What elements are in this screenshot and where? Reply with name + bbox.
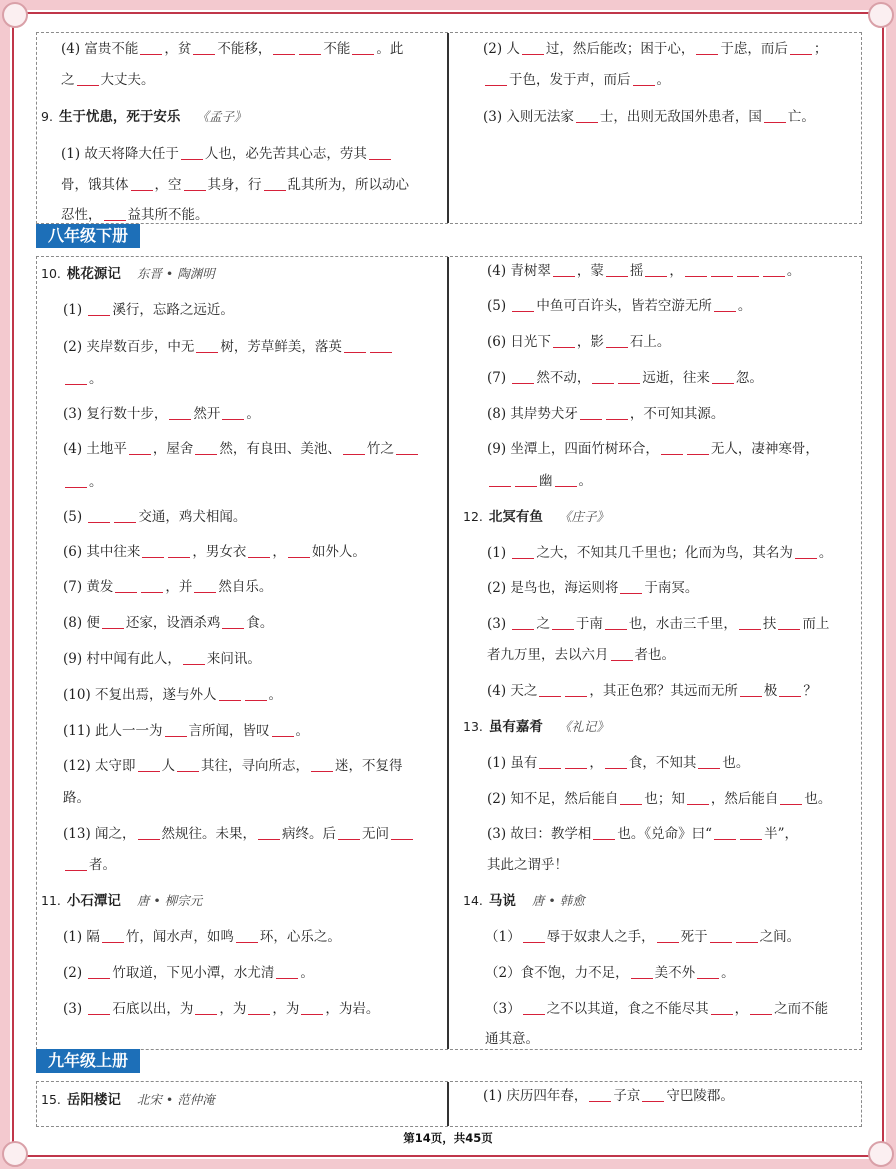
answer-blank[interactable] [576, 109, 598, 123]
answer-blank[interactable] [512, 370, 534, 384]
answer-blank[interactable] [196, 339, 218, 353]
section-heading-15 [41, 1090, 215, 1110]
answer-blank[interactable] [311, 758, 333, 772]
answer-blank[interactable] [248, 544, 270, 558]
section-number: 13. [463, 719, 483, 734]
answer-blank[interactable] [369, 146, 391, 160]
text-line: (1) 故天将降大任于 人也，必先苦其心志，劳其 [61, 144, 393, 164]
column-divider [447, 257, 449, 1049]
answer-blank[interactable] [396, 441, 418, 455]
answer-blank[interactable] [620, 580, 642, 594]
answer-blank[interactable] [168, 544, 190, 558]
answer-blank[interactable] [352, 41, 374, 55]
answer-blank[interactable] [605, 755, 627, 769]
answer-blank[interactable] [522, 41, 544, 55]
answer-blank[interactable] [194, 579, 216, 593]
answer-blank[interactable] [778, 616, 800, 630]
answer-blank[interactable] [343, 441, 365, 455]
answer-blank[interactable] [248, 1001, 270, 1015]
text-line: 。 [63, 369, 103, 389]
section-author: 《孟子》 [196, 109, 247, 124]
answer-blank[interactable] [88, 965, 110, 979]
section-author: 唐 • 柳宗元 [136, 893, 203, 908]
answer-blank[interactable] [553, 334, 575, 348]
text-line: (5) 中鱼可百许头，皆若空游无所 。 [487, 298, 752, 314]
text-line: (1) 庆历四年春， 子京 守巴陵郡。 [483, 1088, 734, 1104]
column-divider [447, 1082, 449, 1126]
text-line: (4) 天之 ，其正色邪？其远而无所 极 ？ [487, 683, 817, 699]
section-number: 11. [41, 893, 61, 908]
answer-blank[interactable] [739, 616, 761, 630]
grade-banner: 九年级上册 [36, 1049, 140, 1073]
answer-blank[interactable] [687, 791, 709, 805]
text-line: 者。 [63, 855, 116, 875]
text-line: 之 大丈夫。 [61, 72, 155, 88]
text-line: (8) 其岸势犬牙 ，不可知其源。 [487, 406, 725, 422]
corner-ornament [2, 2, 28, 28]
answer-blank[interactable] [645, 263, 667, 277]
answer-blank[interactable] [696, 41, 718, 55]
answer-blank[interactable] [592, 370, 614, 384]
answer-blank[interactable] [129, 441, 151, 455]
answer-blank[interactable] [344, 339, 366, 353]
text-line: 于色，发于声，而后 。 [483, 70, 670, 90]
text-line: (3) 入则无法家 士，出则无敌国外患者，国 亡。 [483, 109, 815, 125]
answer-blank[interactable] [485, 72, 507, 86]
answer-blank[interactable] [77, 72, 99, 86]
section-heading-12 [463, 507, 609, 527]
text-line: (4) 富贵不能 ，贫 不能移， 不能 。此 [61, 41, 404, 57]
answer-blank[interactable] [779, 683, 801, 697]
text-line: (3) 复行数十步， 然开 。 [63, 406, 260, 422]
answer-blank[interactable] [580, 406, 602, 420]
answer-blank[interactable] [620, 791, 642, 805]
text-line: (1) 溪行，忘路之远近。 [63, 302, 234, 318]
section-title: 北冥有鱼 [488, 509, 543, 525]
text-line: (3) 石底以出，为 ，为 ，为 ，为岩。 [63, 1001, 380, 1017]
answer-blank[interactable] [273, 41, 295, 55]
answer-blank[interactable] [565, 755, 587, 769]
section-heading-10 [41, 264, 215, 284]
answer-blank[interactable] [65, 474, 87, 488]
section-title: 生于忧患，死于安乐 [58, 109, 181, 125]
answer-blank[interactable] [780, 791, 802, 805]
text-line: (3) 之 于南 也，水击三千里， 扶 而上 [487, 616, 830, 632]
answer-blank[interactable] [606, 406, 628, 420]
answer-blank[interactable] [245, 687, 267, 701]
answer-blank[interactable] [712, 370, 734, 384]
text-line: (4) 青树翠 ，蒙 摇 ， 。 [487, 263, 801, 279]
answer-blank[interactable] [102, 929, 124, 943]
answer-blank[interactable] [661, 441, 683, 455]
answer-blank[interactable] [657, 929, 679, 943]
text-line: 者九万里，去以六月 者也。 [487, 647, 675, 663]
answer-blank[interactable] [138, 758, 160, 772]
answer-blank[interactable] [272, 723, 294, 737]
section-number: 12. [463, 509, 483, 524]
answer-blank[interactable] [236, 929, 258, 943]
answer-blank[interactable] [222, 406, 244, 420]
text-line: 其此之谓乎！ [487, 857, 568, 873]
answer-blank[interactable] [140, 41, 162, 55]
section-author: 唐 • 韩愈 [531, 893, 585, 908]
text-line: (1) 隔 竹，闻水声，如鸣 环，心乐之。 [63, 929, 341, 945]
answer-blank[interactable] [605, 616, 627, 630]
answer-blank[interactable] [589, 1088, 611, 1102]
answer-blank[interactable] [553, 263, 575, 277]
text-line: (5) 交通，鸡犬相闻。 [63, 509, 247, 525]
answer-blank[interactable] [740, 826, 762, 840]
text-line: (1) 之大，不知其几千里也；化而为鸟，其名为 。 [487, 545, 833, 561]
answer-blank[interactable] [276, 965, 298, 979]
answer-blank[interactable] [512, 545, 534, 559]
answer-blank[interactable] [687, 441, 709, 455]
answer-blank[interactable] [301, 1001, 323, 1015]
section-heading-14 [463, 891, 585, 911]
answer-blank[interactable] [102, 615, 124, 629]
text-line: (9) 坐潭上，四面竹树环合， 无人，凄神寒骨， [487, 441, 819, 457]
text-line: 。 [63, 472, 103, 492]
answer-blank[interactable] [764, 109, 786, 123]
answer-blank[interactable] [141, 579, 163, 593]
text-line: (12) 太守即 人 其往，寻向所志， 迷，不复得 [63, 758, 403, 774]
text-line: (2) 人 过，然后能改；困于心， 于虑，而后 ； [483, 41, 828, 57]
answer-blank[interactable] [790, 41, 812, 55]
text-line: (2) 知不足，然后能自 也；知 ，然后能自 也。 [487, 791, 832, 807]
answer-blank[interactable] [299, 41, 321, 55]
section-heading-9 [41, 107, 246, 127]
grade-banner: 八年级下册 [36, 224, 140, 248]
answer-blank[interactable] [177, 758, 199, 772]
text-line: (2) 是鸟也，海运则将 于南冥。 [487, 580, 699, 596]
answer-blank[interactable] [338, 826, 360, 840]
text-line: （2）食不饱，力不足， 美不外 。 [485, 965, 735, 981]
section-author: 东晋 • 陶渊明 [136, 266, 215, 281]
section-title: 马说 [488, 893, 516, 909]
answer-blank[interactable] [736, 929, 758, 943]
answer-blank[interactable] [169, 406, 191, 420]
answer-blank[interactable] [698, 755, 720, 769]
text-line: (8) 便 还家，设酒杀鸡 食。 [63, 615, 274, 631]
answer-blank[interactable] [489, 473, 511, 487]
text-line: (3) 故曰：教学相 也。《兑命》曰“ 半”， [487, 826, 798, 842]
section-title: 小石潭记 [66, 893, 121, 909]
answer-blank[interactable] [264, 177, 286, 191]
answer-blank[interactable] [593, 826, 615, 840]
text-line: (2) 竹取道，下见小潭，水尤清 。 [63, 965, 314, 981]
section-number: 15. [41, 1092, 61, 1107]
answer-blank[interactable] [552, 616, 574, 630]
answer-blank[interactable] [740, 683, 762, 697]
answer-blank[interactable] [88, 302, 110, 316]
answer-blank[interactable] [750, 1001, 772, 1015]
answer-blank[interactable] [370, 339, 392, 353]
answer-blank[interactable] [65, 857, 87, 871]
text-line: (1) 虽有 ， 食，不知其 也。 [487, 755, 750, 771]
answer-blank[interactable] [711, 263, 733, 277]
middle-block [36, 256, 862, 1050]
answer-blank[interactable] [685, 263, 707, 277]
answer-blank[interactable] [606, 263, 628, 277]
text-line: (4) 土地平 ，屋舍 然，有良田、美池、 竹之 [63, 439, 420, 459]
answer-blank[interactable] [88, 1001, 110, 1015]
answer-blank[interactable] [183, 651, 205, 665]
column-divider [447, 33, 449, 223]
text-line: (13) 闻之， 然规往。未果， 病终。后 无问 [63, 824, 415, 844]
section-title: 桃花源记 [66, 266, 121, 282]
section-heading-13 [463, 717, 609, 737]
section-number: 10. [41, 266, 61, 281]
page-number: 第14页，共45页 [403, 1131, 493, 1145]
answer-blank[interactable] [288, 544, 310, 558]
text-line: 忍性， 益其所不能。 [61, 207, 209, 223]
answer-blank[interactable] [391, 826, 413, 840]
answer-blank[interactable] [88, 509, 110, 523]
answer-blank[interactable] [795, 545, 817, 559]
answer-blank[interactable] [142, 544, 164, 558]
answer-blank[interactable] [195, 1001, 217, 1015]
answer-blank[interactable] [512, 616, 534, 630]
answer-blank[interactable] [633, 72, 655, 86]
section-title: 虽有嘉肴 [488, 719, 543, 735]
answer-blank[interactable] [539, 755, 561, 769]
answer-blank[interactable] [181, 146, 203, 160]
answer-blank[interactable] [539, 683, 561, 697]
text-line: 通其意。 [485, 1031, 539, 1047]
corner-ornament [868, 2, 894, 28]
text-line: (7) 然不动， 远逝，往来 忽。 [487, 370, 763, 386]
answer-blank[interactable] [618, 370, 640, 384]
answer-blank[interactable] [104, 207, 126, 221]
answer-blank[interactable] [523, 929, 545, 943]
answer-blank[interactable] [193, 41, 215, 55]
answer-blank[interactable] [710, 929, 732, 943]
answer-blank[interactable] [711, 1001, 733, 1015]
section-number: 14. [463, 893, 483, 908]
answer-blank[interactable] [611, 647, 633, 661]
answer-blank[interactable] [114, 509, 136, 523]
text-line: 幽 。 [487, 471, 592, 491]
top-block [36, 32, 862, 224]
answer-blank[interactable] [222, 615, 244, 629]
answer-blank[interactable] [714, 826, 736, 840]
answer-blank[interactable] [606, 334, 628, 348]
answer-blank[interactable] [131, 177, 153, 191]
answer-blank[interactable] [258, 826, 280, 840]
answer-blank[interactable] [184, 177, 206, 191]
answer-blank[interactable] [555, 473, 577, 487]
bottom-block [36, 1081, 862, 1127]
section-author: 《庄子》 [558, 509, 609, 524]
answer-blank[interactable] [512, 298, 534, 312]
answer-blank[interactable] [737, 263, 759, 277]
answer-blank[interactable] [565, 683, 587, 697]
text-line: (11) 此人一一为 言所闻，皆叹 。 [63, 723, 310, 739]
text-line: 骨，饿其体 ，空 其身，行 乱其所为，所以动心 [61, 177, 409, 193]
section-number: 9. [41, 109, 53, 124]
answer-blank[interactable] [138, 826, 160, 840]
answer-blank[interactable] [515, 473, 537, 487]
answer-blank[interactable] [219, 687, 241, 701]
text-line: 路。 [63, 790, 90, 806]
text-line: (2) 夹岸数百步，中无 树，芳草鲜美，落英 [63, 337, 394, 357]
text-line: （1） 辱于奴隶人之手， 死于 之间。 [485, 929, 801, 945]
text-line: (6) 日光下 ，影 石上。 [487, 334, 671, 350]
section-author: 北宋 • 范仲淹 [136, 1092, 215, 1107]
text-line: （3） 之不以其道，食之不能尽其 ， 之而不能 [485, 1001, 829, 1017]
section-title: 岳阳楼记 [66, 1092, 121, 1108]
answer-blank[interactable] [165, 723, 187, 737]
text-line: (7) 黄发 ，并 然自乐。 [63, 579, 273, 595]
answer-blank[interactable] [115, 579, 137, 593]
answer-blank[interactable] [523, 1001, 545, 1015]
answer-blank[interactable] [65, 371, 87, 385]
text-line: (10) 不复出焉，遂与外人 。 [63, 687, 283, 703]
answer-blank[interactable] [631, 965, 653, 979]
text-line: (6) 其中往来 ，男女衣 ， 如外人。 [63, 544, 366, 560]
text-line: (9) 村中闻有此人， 来问讯。 [63, 651, 261, 667]
section-author: 《礼记》 [558, 719, 609, 734]
answer-blank[interactable] [195, 441, 217, 455]
answer-blank[interactable] [714, 298, 736, 312]
answer-blank[interactable] [642, 1088, 664, 1102]
answer-blank[interactable] [763, 263, 785, 277]
section-heading-11 [41, 891, 202, 911]
answer-blank[interactable] [697, 965, 719, 979]
